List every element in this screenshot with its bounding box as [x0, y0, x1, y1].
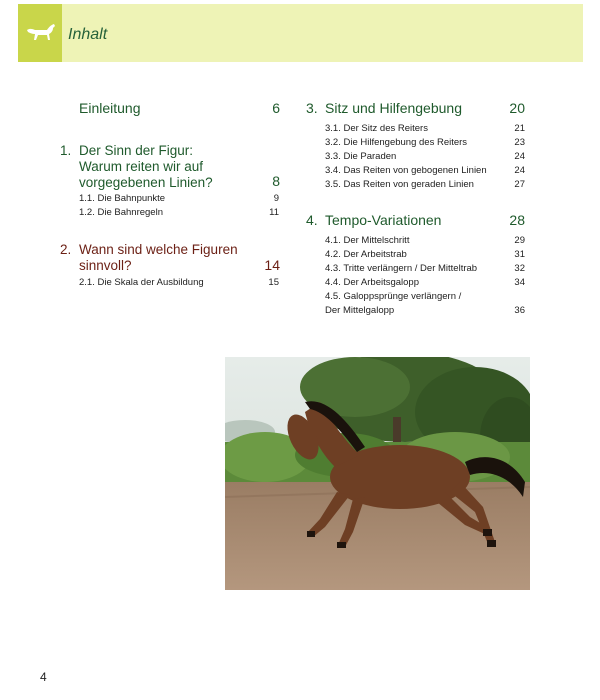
toc-subentry-page: 11: [269, 207, 279, 218]
chapter-number: 3.: [306, 100, 318, 116]
toc-subentry[interactable]: 4.5. Galoppsprünge verlängern /: [325, 291, 462, 302]
toc-subentry-page: 23: [514, 137, 525, 148]
toc-subentry[interactable]: 1.1. Die Bahnpunkte: [79, 193, 166, 204]
toc-subentry[interactable]: 3.5. Das Reiten von geraden Linien: [325, 179, 474, 190]
toc-entry-intro[interactable]: [79, 100, 141, 116]
chapter-title-line: sinnvoll?: [79, 258, 132, 273]
header-icon-box: [18, 4, 62, 62]
toc-subentry[interactable]: 4.4. Der Arbeitsgalopp: [325, 277, 420, 288]
chapter-page: 8: [272, 173, 280, 189]
toc-subentry-page: 9: [273, 193, 279, 204]
toc-entry-page: 6: [272, 100, 280, 116]
toc-entry-label: Einleitung: [79, 100, 141, 116]
chapter-title-3[interactable]: Sitz und Hilfengebung: [325, 100, 462, 116]
chapter-title-line: Der Sinn der Figur:: [79, 143, 194, 158]
header-title: Inhalt: [68, 26, 108, 43]
toc-subentry[interactable]: 1.2. Die Bahnregeln: [79, 207, 163, 218]
chapter-title-line: Wann sind welche Figuren: [79, 242, 238, 257]
toc-subentry[interactable]: 2.1. Die Skala der Ausbildung: [79, 277, 204, 288]
chapter-number: 1.: [60, 143, 72, 158]
toc-subentry[interactable]: 3.1. Der Sitz des Reiters: [325, 123, 428, 134]
toc-subentry-page: 21: [514, 123, 525, 134]
chapter-title-line: Warum reiten wir auf: [79, 159, 204, 174]
toc-subentry-page: 15: [268, 277, 279, 288]
toc-subentry-page: 29: [514, 235, 525, 246]
toc-subentry-page: 24: [514, 165, 525, 176]
toc-subentry-page: 24: [514, 151, 525, 162]
page-number: 4: [40, 670, 47, 684]
toc-subentry[interactable]: 4.1. Der Mittelschritt: [325, 235, 410, 246]
chapter-title-line: vorgegebenen Linien?: [79, 175, 213, 190]
chapter-title-2[interactable]: [79, 242, 238, 274]
toc-subentry[interactable]: 4.3. Tritte verlängern / Der Mitteltrab: [325, 263, 478, 274]
toc-subentry-page: 32: [514, 263, 525, 274]
horse-photo: [225, 357, 530, 590]
toc-subentry[interactable]: 3.3. Die Paraden: [325, 151, 397, 162]
chapter-title-4[interactable]: Tempo-Variationen: [325, 212, 442, 228]
chapter-page: 28: [509, 212, 525, 228]
toc-subentry[interactable]: 3.2. Die Hilfengebung des Reiters: [325, 137, 468, 148]
chapter-page: 20: [509, 100, 525, 116]
toc-subentry[interactable]: 3.4. Das Reiten von gebogenen Linien: [325, 165, 487, 176]
chapter-page: 14: [264, 257, 280, 273]
chapter-title-1[interactable]: [79, 143, 213, 191]
toc-subentry-page: 36: [514, 305, 525, 316]
toc-subentry[interactable]: 4.2. Der Arbeitstrab: [325, 249, 407, 260]
toc-subentry-page: 34: [514, 277, 525, 288]
chapter-number: 4.: [306, 212, 318, 228]
section-header: [18, 4, 583, 62]
chapter-number: 2.: [60, 242, 72, 257]
horse-icon: [25, 22, 57, 44]
toc-subentry-page: 31: [514, 249, 525, 260]
toc-subentry-page: 27: [514, 179, 525, 190]
toc-subentry[interactable]: Der Mittelgalopp: [325, 305, 395, 316]
